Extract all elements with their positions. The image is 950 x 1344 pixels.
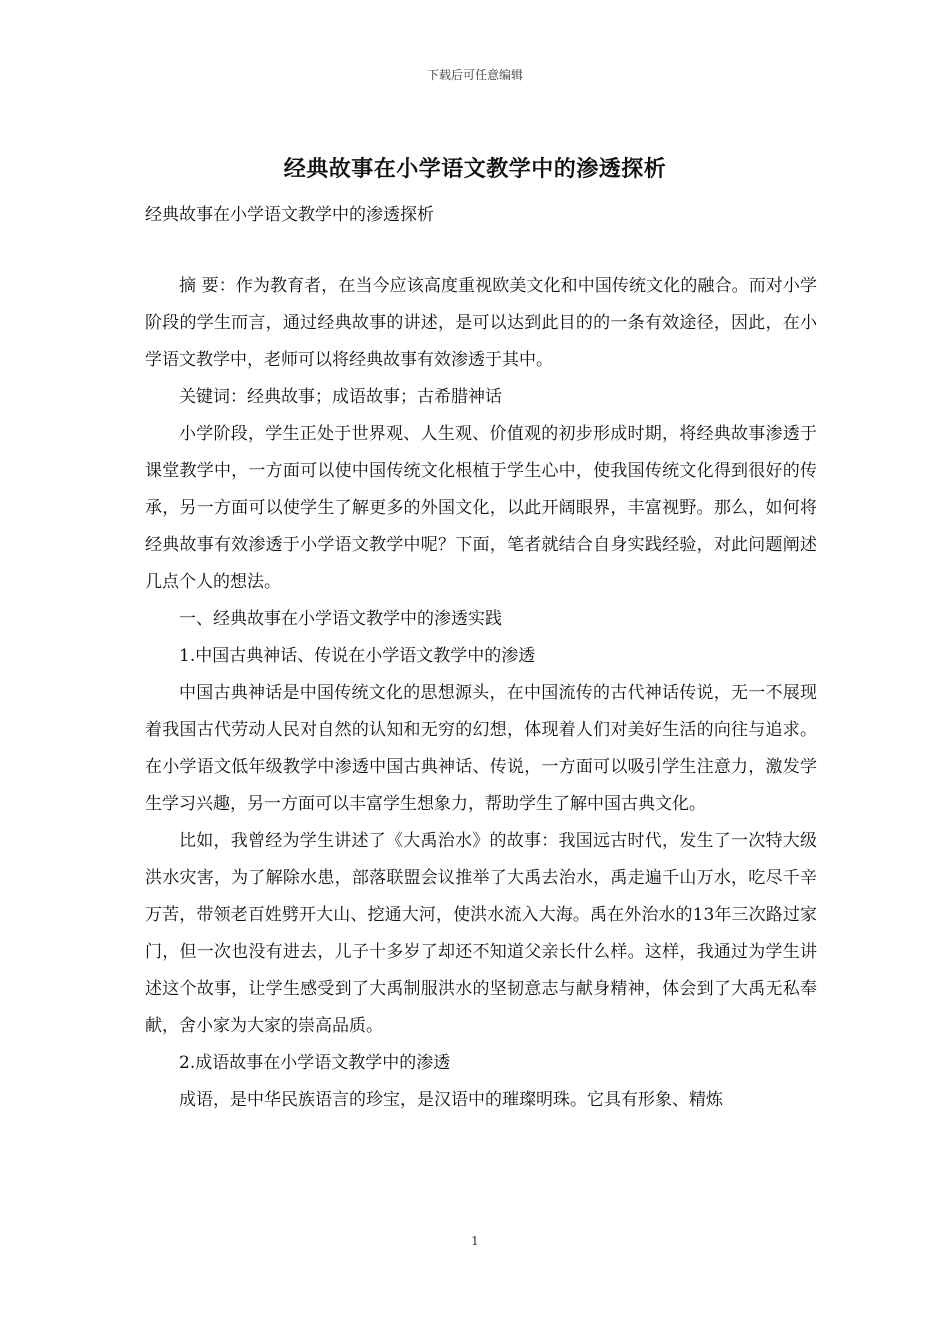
abstract-paragraph: 摘 要：作为教育者，在当今应该高度重视欧美文化和中国传统文化的融合。而对小学阶段的学生而言，通过经典故事的讲述，是可以达到此目的的一条有效途径，因此，在小学语文教学中，老师可以将经典故事有效渗透于其中。 — [145, 276, 817, 370]
document-body — [145, 268, 817, 1119]
keywords-paragraph: 关键词：经典故事；成语故事；古希腊神话 — [179, 387, 502, 407]
body-paragraph: 成语，是中华民族语言的珍宝，是汉语中的璀璨明珠。它具有形象、精炼 — [179, 1090, 723, 1110]
page-number: 1 — [471, 1234, 479, 1248]
intro-paragraph: 小学阶段，学生正处于世界观、人生观、价值观的初步形成时期，将经典故事渗透于课堂教学中，一方面可以使中国传统文化根植于学生心中，使我国传统文化得到很好的传承，另一方面可以使学生了解更多的外国文化，以此开阔眼界，丰富视野。那么，如何将经典故事有效渗透于小学语文教学中呢？下面，笔者就结合自身实践经验，对此问题阐述几点个人的想法。 — [145, 424, 817, 592]
section-heading-1: 一、经典故事在小学语文教学中的渗透实践 — [179, 609, 502, 629]
subsection-heading-2: 2.成语故事在小学语文教学中的渗透 — [179, 1053, 451, 1073]
subsection-heading-1: 1.中国古典神话、传说在小学语文教学中的渗透 — [179, 646, 536, 666]
body-paragraph: 中国古典神话是中国传统文化的思想源头，在中国流传的古代神话传说，无一不展现着我国古代劳动人民对自然的认知和无穷的幻想，体现着人们对美好生活的向往与追求。在小学语文低年级教学中渗透中国古典神话、传说，一方面可以吸引学生注意力，激发学生学习兴趣，另一方面可以丰富学生想象力，帮助学生了解中国古典文化。 — [145, 683, 817, 814]
body-paragraph: 比如，我曾经为学生讲述了《大禹治水》的故事：我国远古时代，发生了一次特大级洪水灾害，为了解除水患，部落联盟会议推举了大禹去治水，禹走遍千山万水，吃尽千辛万苦，带领老百姓劈开大山、挖通大河，使洪水流入大海。禹在外治水的13年三次路过家门，但一次也没有进去，儿子十多岁了却还不知道父亲长什么样。这样，我通过为学生讲述这个故事，让学生感受到了大禹制服洪水的坚韧意志与献身精神，体会到了大禹无私奉献，舍小家为大家的崇高品质。 — [145, 831, 817, 1036]
header-note: 下载后可任意编辑 — [426, 68, 523, 82]
document-title: 经典故事在小学语文教学中的渗透探析 — [283, 156, 667, 182]
document-subtitle: 经典故事在小学语文教学中的渗透探析 — [145, 205, 434, 225]
